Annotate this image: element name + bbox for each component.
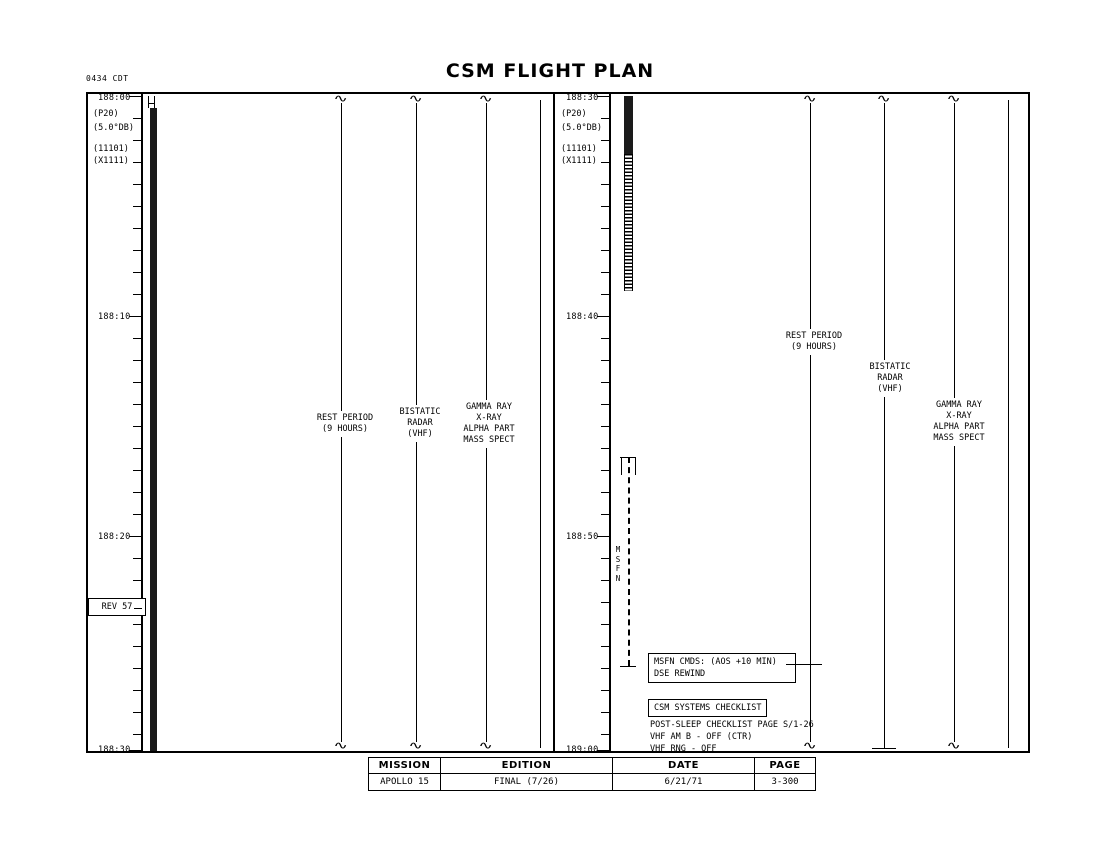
tick [597, 316, 609, 317]
tick [133, 734, 141, 735]
rev-box: REV 57 [88, 598, 146, 616]
activity-label-line: X-RAY [476, 413, 502, 423]
tick [601, 162, 609, 163]
tick [601, 184, 609, 185]
checklist-item: VHF RNG - OFF [650, 744, 717, 754]
tick [601, 338, 609, 339]
tick [133, 140, 141, 141]
tick [133, 250, 141, 251]
footer-col-page [755, 758, 815, 790]
tick [601, 690, 609, 691]
time-label: 189:00 [566, 745, 599, 755]
tick [133, 448, 141, 449]
bar-flag [154, 96, 155, 108]
tick [601, 448, 609, 449]
activity-label-line: GAMMA RAY [465, 402, 513, 412]
sleep-period-bar [624, 96, 633, 154]
activity-line-column-4 [1008, 100, 1009, 748]
footer-header-date: DATE [613, 758, 754, 774]
tick [133, 338, 141, 339]
tick [129, 536, 141, 537]
tick [133, 206, 141, 207]
tick [601, 734, 609, 735]
tick [601, 206, 609, 207]
activity-label-line: (VHF) [407, 429, 433, 439]
activity-label-line: ALPHA PART [463, 424, 515, 434]
tick [133, 624, 141, 625]
activity-label-line: RADAR [407, 418, 433, 428]
tick [133, 382, 141, 383]
note-x1111: (X1111) [93, 156, 129, 166]
activity-line-bistatic-radar [884, 100, 885, 748]
msfn-cmds-line-1: MSFN CMDS: (AOS +10 MIN) [654, 657, 777, 667]
right-time-scale [609, 92, 611, 753]
msfn-vertical-label: M S F N [615, 545, 621, 583]
tick [601, 360, 609, 361]
squiggle-cap: ∿ [802, 92, 817, 105]
activity-label-bistatic-radar [860, 360, 920, 397]
squiggle-cap: ∿ [946, 739, 961, 752]
squiggle-cap: ∿ [333, 739, 348, 752]
activity-label-line: REST PERIOD [316, 413, 374, 423]
footer-value-edition: FINAL (7/26) [493, 777, 560, 787]
tick [601, 668, 609, 669]
note-x1111: (X1111) [561, 156, 597, 166]
tick [601, 514, 609, 515]
tick [601, 602, 609, 603]
activity-label-line: MASS SPECT [933, 433, 985, 443]
time-label: 188:30 [566, 93, 599, 103]
tick [601, 426, 609, 427]
tick [597, 96, 609, 97]
footer-col-mission [369, 758, 441, 790]
tick [133, 712, 141, 713]
msfn-cmds-connector [786, 664, 822, 665]
tick [601, 228, 609, 229]
note-p20: (P20) [93, 109, 119, 119]
msfn-tickmark [635, 457, 636, 475]
tick [601, 118, 609, 119]
time-label: 188:50 [566, 532, 599, 542]
tick [601, 294, 609, 295]
tick [133, 404, 141, 405]
page-title: CSM FLIGHT PLAN [445, 60, 655, 82]
footer-value-mission: APOLLO 15 [380, 777, 429, 787]
activity-label-line: REST PERIOD [785, 331, 843, 341]
time-label: 188:00 [98, 93, 131, 103]
note-db: (5.0°DB) [93, 123, 134, 133]
squiggle-cap: ∿ [876, 92, 891, 105]
tick [601, 558, 609, 559]
activity-label-line: ALPHA PART [933, 422, 985, 432]
squiggle-cap: ∿ [478, 739, 493, 752]
time-label: 188:10 [98, 312, 131, 322]
tick [601, 712, 609, 713]
activity-label-line: GAMMA RAY [935, 400, 983, 410]
footer-col-edition [441, 758, 613, 790]
tick [129, 96, 141, 97]
tick [601, 404, 609, 405]
note-db: (5.0°DB) [561, 123, 602, 133]
tick [133, 426, 141, 427]
squiggle-cap: ∿ [478, 92, 493, 105]
squiggle-cap: ∿ [946, 92, 961, 105]
activity-label-line: (9 HOURS) [790, 342, 838, 352]
tick [129, 750, 141, 751]
tick [601, 624, 609, 625]
tick [133, 514, 141, 515]
footer-header-edition: EDITION [441, 758, 612, 774]
squiggle-cap: ∿ [408, 92, 423, 105]
rev-connector [134, 608, 142, 609]
panel-divider [553, 92, 555, 753]
hatched-period-bar [624, 154, 633, 291]
bar-flag [148, 96, 149, 108]
footer-table [368, 757, 816, 791]
csm-systems-checklist-box: CSM SYSTEMS CHECKLIST [648, 699, 767, 717]
activity-label-rest-period [306, 411, 384, 437]
tick [597, 750, 609, 751]
bar-flag-cross [148, 103, 155, 104]
tick [133, 294, 141, 295]
tick [601, 382, 609, 383]
tick [133, 184, 141, 185]
footer-value-date: 6/21/71 [664, 777, 703, 787]
activity-label-line: X-RAY [946, 411, 972, 421]
tick [601, 492, 609, 493]
activity-line-column-4 [540, 100, 541, 748]
tick [133, 580, 141, 581]
tick [601, 272, 609, 273]
msfn-cmds-box [648, 653, 796, 683]
tick [133, 690, 141, 691]
clock-label: 0434 CDT [86, 74, 129, 83]
tick [133, 118, 141, 119]
squiggle-cap: ∿ [802, 739, 817, 752]
msfn-coverage-line [628, 457, 630, 666]
activity-label-bistatic-radar [390, 405, 450, 442]
checklist-item: VHF AM B - OFF (CTR) [650, 732, 753, 742]
tick [133, 228, 141, 229]
tick [133, 470, 141, 471]
plan-frame [86, 92, 1030, 753]
squiggle-cap: ∿ [333, 92, 348, 105]
time-label: 188:40 [566, 312, 599, 322]
activity-label-line: BISTATIC [869, 362, 911, 372]
tick [601, 250, 609, 251]
activity-label-line: BISTATIC [399, 407, 441, 417]
activity-label-line: (VHF) [877, 384, 903, 394]
note-p20: (P20) [561, 109, 587, 119]
time-label: 188:20 [98, 532, 131, 542]
activity-end-cap [872, 748, 896, 749]
tick [597, 536, 609, 537]
activity-label-gamma-ray [451, 400, 527, 448]
tick [133, 360, 141, 361]
note-11101: (11101) [561, 144, 597, 154]
tick [601, 470, 609, 471]
tick [601, 140, 609, 141]
tick [133, 272, 141, 273]
checklist-item: POST-SLEEP CHECKLIST PAGE S/1-26 [650, 720, 814, 730]
tick [133, 558, 141, 559]
activity-label-gamma-ray [921, 398, 997, 446]
msfn-end-cap [620, 666, 636, 667]
note-11101: (11101) [93, 144, 129, 154]
msfn-tickmark [621, 457, 622, 475]
tick [133, 162, 141, 163]
tick [133, 646, 141, 647]
tick [601, 580, 609, 581]
activity-label-line: RADAR [877, 373, 903, 383]
tick [129, 316, 141, 317]
tick [133, 668, 141, 669]
footer-value-page: 3-300 [771, 777, 799, 787]
msfn-cmds-line-2: DSE REWIND [654, 669, 706, 679]
footer-header-page: PAGE [755, 758, 815, 774]
tick [133, 492, 141, 493]
footer-col-date [613, 758, 755, 790]
squiggle-cap: ∿ [408, 739, 423, 752]
activity-label-rest-period [775, 329, 853, 355]
tick [601, 646, 609, 647]
time-label: 188:30 [98, 745, 131, 755]
activity-label-line: MASS SPECT [463, 435, 515, 445]
footer-header-mission: MISSION [369, 758, 440, 774]
activity-line-rest-period [810, 100, 811, 748]
sleep-period-bar [150, 108, 157, 751]
activity-label-line: (9 HOURS) [321, 424, 369, 434]
left-time-scale [141, 92, 143, 753]
